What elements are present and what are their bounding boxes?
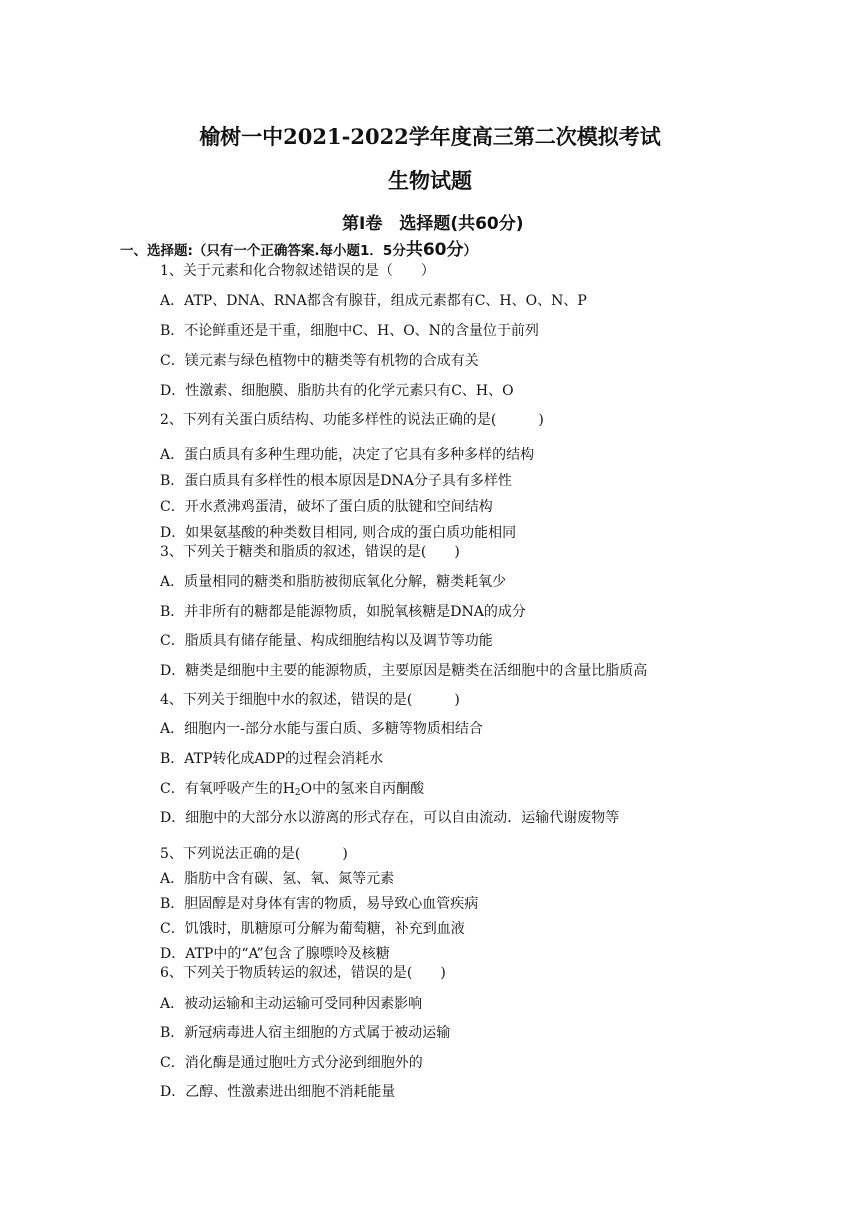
question-6-option-d: D．乙醇、性激素进出细胞不消耗能量 <box>160 1084 396 1100</box>
section-heading-score: 共60分 <box>405 240 464 260</box>
question-3-option-c: C．脂质具有储存能量、构成细胞结构以及调节等功能 <box>160 633 493 649</box>
question-1-stem: 1、关于元素和化合物叙述错误的是（ ） <box>160 263 435 279</box>
question-5-option-d: D．ATP中的“A”包含了腺嘌呤及核糖 <box>160 946 390 962</box>
question-2-stem: 2、下列有关蛋白质结构、功能多样性的说法正确的是( ) <box>160 412 544 428</box>
question-1-option-d: D．性激素、细胞膜、脂肪共有的化学元素只有C、H、O <box>160 383 514 399</box>
question-4-option-c-start: C．有氧呼吸产生的H <box>160 781 295 797</box>
question-2-option-c: C．开水煮沸鸡蛋清，破坏了蛋白质的肽键和空间结构 <box>160 499 493 515</box>
question-5-option-a: A．脂肪中含有碳、氢、氧、氮等元素 <box>160 871 395 887</box>
section-heading <box>120 241 477 260</box>
part-heading: 第Ⅰ卷 选择题(共60分) <box>342 214 524 234</box>
question-6-option-c: C．消化酶是通过胞吐方式分泌到细胞外的 <box>160 1055 423 1071</box>
question-3-option-b: B．并非所有的糖都是能源物质，如脱氧核糖是DNA的成分 <box>160 604 526 620</box>
question-1-option-b: B．不论鲜重还是干重，细胞中C、H、O、N的含量位于前列 <box>160 323 539 339</box>
question-2-option-b: B．蛋白质具有多样性的根本原因是DNA分子具有多样性 <box>160 473 512 489</box>
section-heading-close: ） <box>463 243 477 259</box>
question-5-stem: 5、下列说法正确的是( ) <box>160 846 348 862</box>
question-5-option-b: B．胆固醇是对身体有害的物质，易导致心血管疾病 <box>160 896 479 912</box>
question-1-option-c: C．镁元素与绿色植物中的糖类等有机物的合成有关 <box>160 353 479 369</box>
question-3-option-a: A．质量相同的糖类和脂肪被彻底氧化分解，糖类耗氧少 <box>160 574 507 590</box>
question-2-option-a: A．蛋白质具有多种生理功能，决定了它具有多种多样的结构 <box>160 447 535 463</box>
question-3-option-d: D．糖类是细胞中主要的能源物质，主要原因是糖类在活细胞中的含量比脂质高 <box>160 663 648 679</box>
question-5-option-c: C．饥饿时，肌糖原可分解为葡萄糖，补充到血液 <box>160 921 465 937</box>
question-6-option-a: A．被动运输和主动运输可受同种因素影响 <box>160 996 423 1012</box>
question-4-option-b: B．ATP转化成ADP的过程会消耗水 <box>160 751 384 767</box>
question-1-option-a: A．ATP、DNA、RNA都含有腺苷，组成元素都有C、H、O、N、P <box>160 293 587 309</box>
exam-title: 榆树一中2021-2022学年度高三第二次模拟考试 <box>199 124 661 149</box>
question-4-option-c <box>160 780 424 802</box>
question-4-option-c-subscript: 2 <box>294 788 301 798</box>
question-4-option-a: A．细胞内一-部分水能与蛋白质、多糖等物质相结合 <box>160 721 483 737</box>
question-6-stem: 6、下列关于物质转运的叙述，错误的是( ) <box>160 965 446 981</box>
question-4-option-d: D．细胞中的大部分水以游离的形式存在，可以自由流动．运输代谢废物等 <box>160 810 620 826</box>
question-2-option-d: D．如果氨基酸的种类数目相同, 则合成的蛋白质功能相同 <box>160 525 517 541</box>
question-4-option-c-end: O中的氢来自丙酮酸 <box>300 781 425 797</box>
exam-subtitle: 生物试题 <box>388 168 472 193</box>
question-3-stem: 3、下列关于糖类和脂质的叙述，错误的是( ) <box>160 544 460 560</box>
section-heading-prefix: 一、选择题:（只有一个正确答案.每小题1．5分 <box>120 243 406 259</box>
question-4-stem: 4、下列关于细胞中水的叙述，错误的是( ) <box>160 692 460 708</box>
question-6-option-b: B．新冠病毒进人宿主细胞的方式属于被动运输 <box>160 1025 451 1041</box>
